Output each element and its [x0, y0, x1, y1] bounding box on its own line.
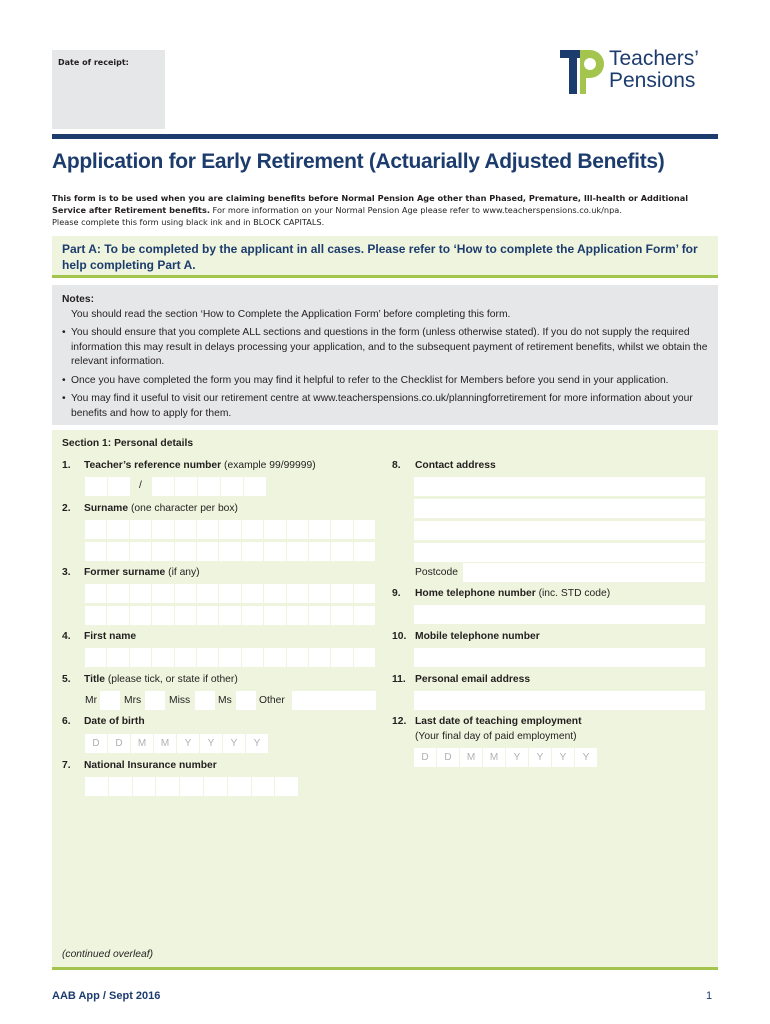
former-surname-char-box[interactable]	[219, 606, 240, 625]
notes-item: • You should ensure that you complete ALL sections and questions in the form (unless otherwise stated). If you do not supply the required information this may result in delays processing your application, and to the subsequent payment of retirement benefits, whilst we obtain the relevant information.	[62, 326, 708, 370]
first-name-char-box[interactable]	[287, 648, 308, 667]
dob-digit-box[interactable]: Y	[246, 734, 268, 753]
former-surname-char-box[interactable]	[152, 606, 173, 625]
surname-char-box[interactable]	[354, 520, 375, 539]
q10-number: 10.	[392, 631, 407, 642]
title-other-input[interactable]	[292, 691, 376, 710]
dob-digit-box[interactable]: Y	[223, 734, 245, 753]
q3-number: 3.	[62, 567, 71, 578]
teacher-ref-box-6[interactable]	[221, 477, 243, 496]
first-name-char-box[interactable]	[242, 648, 263, 667]
title-miss-label: Miss	[169, 695, 191, 706]
q9-hint: (inc. STD code)	[538, 588, 611, 599]
address-line-2[interactable]	[414, 499, 705, 518]
former-surname-char-box[interactable]	[354, 584, 375, 603]
former-surname-char-box[interactable]	[152, 584, 173, 603]
ni-char-box[interactable]	[109, 777, 132, 796]
first-name-char-box[interactable]	[354, 648, 375, 667]
last-date-digit-box[interactable]: D	[414, 748, 436, 767]
q1-label-group	[84, 460, 316, 471]
first-name-char-box[interactable]	[107, 648, 128, 667]
date-of-receipt-box	[52, 50, 165, 129]
former-surname-char-box[interactable]	[107, 584, 128, 603]
q5-hint: (please tick, or state if other)	[107, 674, 238, 685]
surname-char-box[interactable]	[107, 520, 128, 539]
first-name-char-box[interactable]	[175, 648, 196, 667]
address-line-1[interactable]	[414, 477, 705, 496]
surname-char-box[interactable]	[331, 520, 352, 539]
postcode-label: Postcode	[415, 567, 458, 578]
dob-digit-box[interactable]: M	[131, 734, 153, 753]
q3-label-group	[84, 567, 200, 578]
notes-panel	[52, 285, 718, 425]
surname-char-box[interactable]	[354, 542, 375, 561]
q11-label: Personal email address	[415, 674, 531, 685]
last-date-digit-box[interactable]: Y	[575, 748, 597, 767]
q4-label: First name	[84, 631, 137, 642]
title-mrs-label: Mrs	[124, 695, 142, 706]
former-surname-char-box[interactable]	[287, 606, 308, 625]
q10-label: Mobile telephone number	[415, 631, 540, 642]
former-surname-char-box[interactable]	[242, 584, 263, 603]
mobile-phone-input[interactable]	[414, 648, 705, 667]
surname-char-box[interactable]	[264, 542, 285, 561]
q2-number: 2.	[62, 503, 71, 514]
dob-digit-box[interactable]: D	[108, 734, 130, 753]
first-name-char-box[interactable]	[331, 648, 352, 667]
teacher-ref-box-2[interactable]	[108, 477, 130, 496]
surname-char-box[interactable]	[130, 542, 151, 561]
former-surname-char-box[interactable]	[107, 606, 128, 625]
q5-label: Title	[84, 674, 105, 685]
first-name-char-box[interactable]	[130, 648, 151, 667]
surname-char-box[interactable]	[85, 542, 106, 561]
notes-item: • You may find it useful to visit our retirement centre at www.teacherspensions.co.uk/planningforretirement for more information about your benefits and how to apply for them.	[62, 392, 708, 421]
logo-text	[609, 48, 699, 92]
logo-line-2: Pensions	[609, 69, 696, 92]
former-surname-char-box[interactable]	[264, 606, 285, 625]
last-date-digit-box[interactable]: Y	[529, 748, 551, 767]
surname-char-box[interactable]	[197, 542, 218, 561]
footer-form-code: AAB App / Sept 2016	[52, 990, 161, 1002]
email-input[interactable]	[414, 691, 705, 710]
tp-logo-icon	[560, 48, 606, 96]
q2-label-group	[84, 503, 238, 514]
notes-item: • Once you have completed the form you may find it helpful to refer to the Checklist for Members before you send in your application.	[62, 374, 708, 389]
surname-char-box[interactable]	[175, 520, 196, 539]
title-mrs-checkbox[interactable]	[145, 691, 165, 710]
q12-label: Last date of teaching employment	[415, 716, 582, 727]
last-date-digit-box[interactable]: Y	[552, 748, 574, 767]
q1-hint: (example 99/99999)	[224, 460, 316, 471]
former-surname-char-box[interactable]	[287, 584, 308, 603]
page-title: Application for Early Retirement (Actuarially Adjusted Benefits)	[52, 150, 665, 173]
intro-bold: This form is to be used when you are claiming benefits before Normal Pension Age other than Phased, Premature, Ill-health or Additional Service after Retirement benefits.	[52, 193, 689, 215]
dob-digit-box[interactable]: Y	[200, 734, 222, 753]
former-surname-char-box[interactable]	[175, 584, 196, 603]
title-ms-label: Ms	[218, 695, 232, 706]
former-surname-char-box[interactable]	[331, 606, 352, 625]
q1-number: 1.	[62, 460, 71, 471]
teacher-ref-box-4[interactable]	[175, 477, 197, 496]
teachers-pensions-logo	[560, 46, 730, 98]
surname-char-box[interactable]	[85, 520, 106, 539]
q4-number: 4.	[62, 631, 71, 642]
former-surname-char-box[interactable]	[264, 584, 285, 603]
intro-rest: For more information on your Normal Pension Age please refer to www.teacherspensions.co.uk/npa.	[209, 205, 622, 215]
q12-number: 12.	[392, 716, 407, 727]
q1-label: Teacher’s reference number	[84, 460, 222, 471]
last-date-digit-box[interactable]: M	[483, 748, 505, 767]
ni-char-box[interactable]	[156, 777, 179, 796]
surname-char-box[interactable]	[309, 542, 330, 561]
page-number: 1	[706, 990, 713, 1002]
ni-char-box[interactable]	[228, 777, 251, 796]
title-miss-checkbox[interactable]	[195, 691, 215, 710]
q9-label-group	[415, 588, 610, 599]
home-phone-input[interactable]	[414, 605, 705, 624]
last-date-digit-box[interactable]: Y	[506, 748, 528, 767]
date-of-receipt-label: Date of receipt:	[58, 58, 129, 67]
surname-char-box[interactable]	[130, 520, 151, 539]
ni-char-box[interactable]	[133, 777, 156, 796]
section-1-personal-details	[52, 430, 718, 970]
surname-char-box[interactable]	[242, 542, 263, 561]
first-name-char-box[interactable]	[264, 648, 285, 667]
dob-digit-box[interactable]: M	[154, 734, 176, 753]
former-surname-char-box[interactable]	[130, 606, 151, 625]
section-1-heading: Section 1: Personal details	[62, 438, 194, 449]
surname-char-box[interactable]	[264, 520, 285, 539]
title-mr-checkbox[interactable]	[100, 691, 120, 710]
surname-char-box[interactable]	[107, 542, 128, 561]
teacher-ref-box-3[interactable]	[152, 477, 174, 496]
postcode-input[interactable]	[463, 563, 705, 582]
q2-label: Surname	[84, 503, 129, 514]
surname-char-box[interactable]	[175, 542, 196, 561]
former-surname-char-box[interactable]	[354, 606, 375, 625]
last-date-digit-box[interactable]: M	[460, 748, 482, 767]
surname-char-box[interactable]	[287, 542, 308, 561]
surname-char-box[interactable]	[287, 520, 308, 539]
continued-overleaf: (continued overleaf)	[62, 949, 154, 960]
intro-text	[52, 192, 718, 228]
surname-char-box[interactable]	[331, 542, 352, 561]
teacher-ref-box-1[interactable]	[85, 477, 107, 496]
last-date-digit-box[interactable]: D	[437, 748, 459, 767]
dob-digit-box[interactable]: Y	[177, 734, 199, 753]
q8-number: 8.	[392, 460, 401, 471]
first-name-char-box[interactable]	[197, 648, 218, 667]
surname-char-box[interactable]	[197, 520, 218, 539]
q3-label: Former surname	[84, 567, 166, 578]
q7-number: 7.	[62, 760, 71, 771]
logo-line-1: Teachers’	[609, 47, 699, 70]
q5-label-group	[84, 674, 238, 685]
title-other-label: Other	[259, 695, 285, 706]
notes-list	[62, 326, 708, 421]
intro-line2: Please complete this form using black ink and in BLOCK CAPITALS.	[52, 217, 325, 227]
former-surname-char-box[interactable]	[219, 584, 240, 603]
ni-char-box[interactable]	[275, 777, 298, 796]
former-surname-char-box[interactable]	[175, 606, 196, 625]
surname-char-box[interactable]	[219, 542, 240, 561]
ni-char-box[interactable]	[180, 777, 203, 796]
address-line-3[interactable]	[414, 521, 705, 540]
q9-number: 9.	[392, 588, 401, 599]
ni-char-box[interactable]	[85, 777, 108, 796]
q3-hint: (if any)	[168, 567, 200, 578]
former-surname-char-box[interactable]	[331, 584, 352, 603]
dob-digit-box[interactable]: D	[85, 734, 107, 753]
former-surname-char-box[interactable]	[197, 606, 218, 625]
surname-char-box[interactable]	[152, 542, 173, 561]
q6-number: 6.	[62, 716, 71, 727]
teacher-ref-slash: /	[139, 480, 142, 491]
surname-char-box[interactable]	[242, 520, 263, 539]
ni-char-box[interactable]	[204, 777, 227, 796]
surname-char-box[interactable]	[309, 520, 330, 539]
first-name-char-box[interactable]	[219, 648, 240, 667]
ni-char-box[interactable]	[252, 777, 275, 796]
first-name-char-box[interactable]	[309, 648, 330, 667]
former-surname-char-box[interactable]	[309, 584, 330, 603]
q11-number: 11.	[392, 674, 406, 685]
header-divider	[52, 134, 718, 139]
teacher-ref-box-7[interactable]	[244, 477, 266, 496]
q12-hint: (Your final day of paid employment)	[415, 731, 577, 742]
q6-label: Date of birth	[84, 716, 145, 727]
q7-label: National Insurance number	[84, 760, 217, 771]
surname-char-box[interactable]	[219, 520, 240, 539]
q9-label: Home telephone number	[415, 588, 536, 599]
teacher-ref-box-5[interactable]	[198, 477, 220, 496]
former-surname-char-box[interactable]	[85, 584, 106, 603]
q2-hint: (one character per box)	[130, 503, 238, 514]
former-surname-char-box[interactable]	[242, 606, 263, 625]
first-name-char-box[interactable]	[152, 648, 173, 667]
former-surname-char-box[interactable]	[309, 606, 330, 625]
notes-heading: Notes:	[62, 294, 95, 305]
first-name-char-box[interactable]	[85, 648, 106, 667]
surname-char-box[interactable]	[152, 520, 173, 539]
former-surname-char-box[interactable]	[85, 606, 106, 625]
former-surname-char-box[interactable]	[130, 584, 151, 603]
title-mr-label: Mr	[85, 695, 98, 706]
title-ms-checkbox[interactable]	[236, 691, 256, 710]
q8-label: Contact address	[415, 460, 496, 471]
address-line-4[interactable]	[414, 543, 705, 562]
part-a-banner: Part A: To be completed by the applicant in all cases. Please refer to ‘How to complete the Application Form’ for help completing Part A.	[52, 236, 718, 278]
q5-number: 5.	[62, 674, 71, 685]
notes-first: You should read the section ‘How to Complete the Application Form’ before completing this form.	[71, 308, 511, 320]
former-surname-char-box[interactable]	[197, 584, 218, 603]
